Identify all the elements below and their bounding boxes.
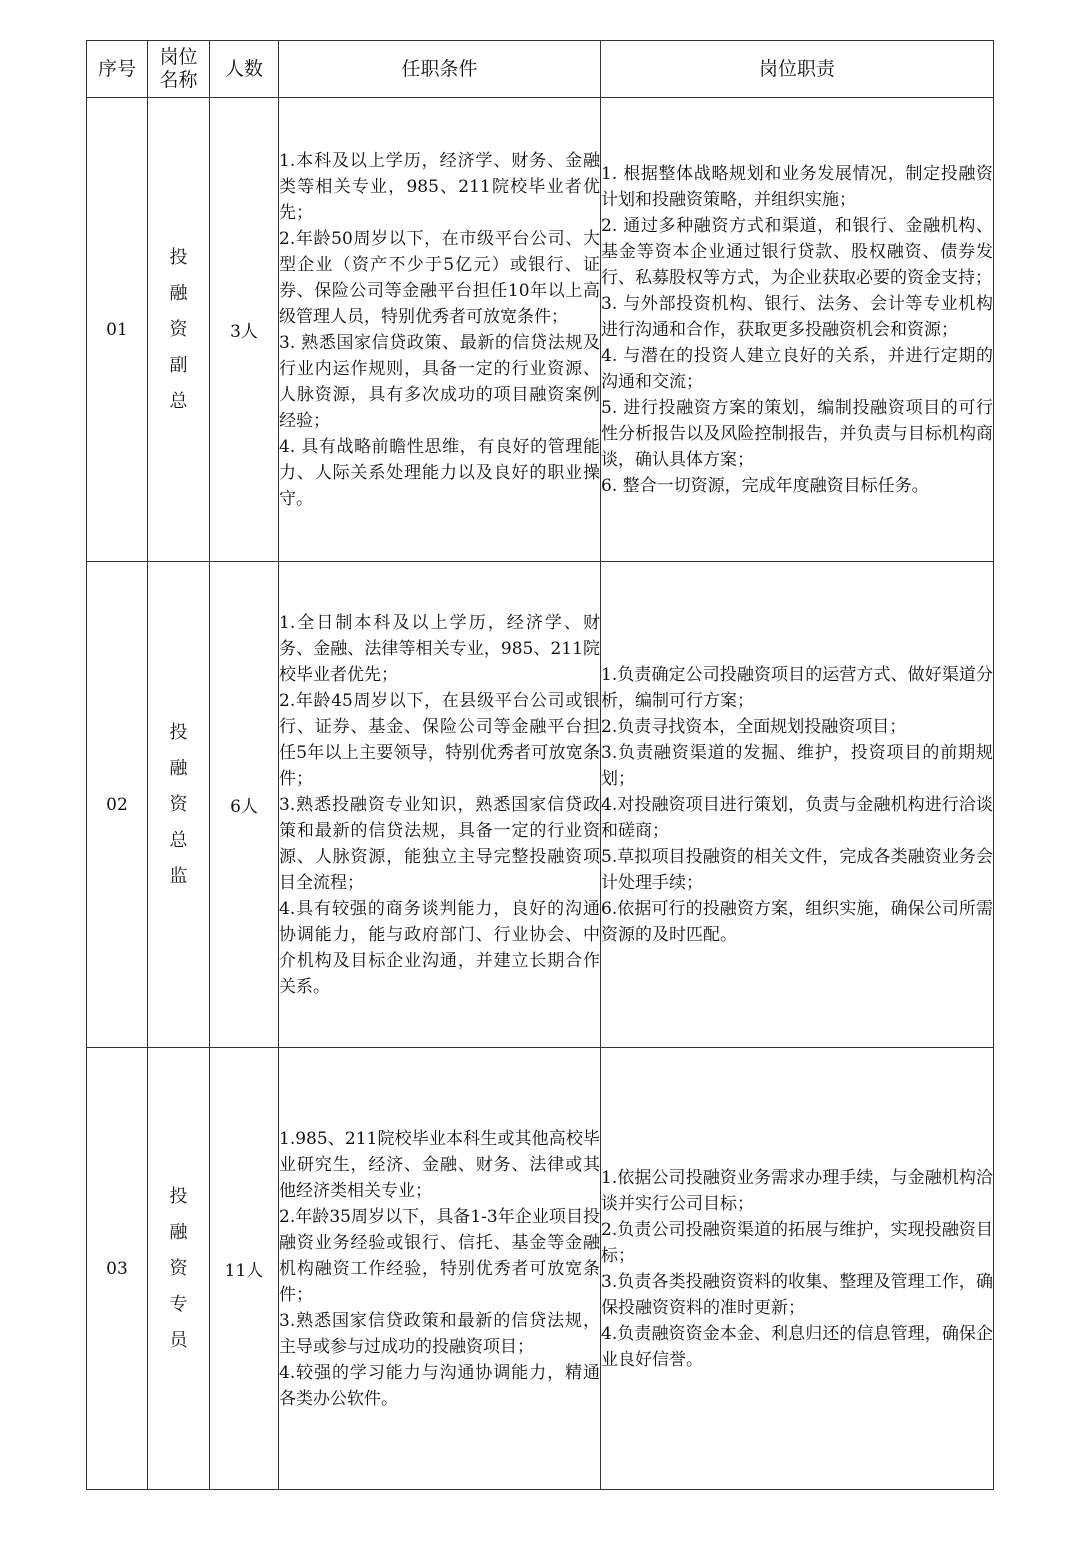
duty-item: 3.负责融资渠道的发掘、维护，投资项目的前期规划； [601,742,993,789]
duty-item: 2. 通过多种融资方式和渠道，和银行、金融机构、基金等资本企业通过银行贷款、股权融资、债券发行、私募股权等方式，为企业获取必要的资金支持； [601,215,993,288]
row-requirements [279,98,601,562]
header-requirements: 任职条件 [279,41,601,98]
duty-item: 4.负责融资资金本金、利息归还的信息管理，确保企业良好信誉。 [601,1323,993,1370]
requirement-item: 4.较强的学习能力与沟通协调能力，精通各类办公软件。 [279,1362,600,1409]
duty-item: 6. 整合一切资源，完成年度融资目标任务。 [601,475,929,496]
requirement-item: 3.熟悉国家信贷政策和最新的信贷法规，主导或参与过成功的投融资项目； [279,1310,600,1357]
duty-item: 3. 与外部投资机构、银行、法务、会计等专业机构进行沟通和合作，获取更多投融资机会和资源； [601,293,993,340]
requirement-item: 1.全日制本科及以上学历，经济学、财务、金融、法律等相关专业，985、211院校毕业者优先； [279,612,600,685]
row-position [148,1048,210,1490]
duty-item: 1.依据公司投融资业务需求办理手续，与金融机构洽谈并实行公司目标； [601,1167,993,1214]
requirement-item: 1.985、211院校毕业本科生或其他高校毕业研究生，经济、金融、财务、法律或其他经济类相关专业； [279,1128,600,1201]
row-count: 11人 [210,1048,279,1490]
duty-item: 2.负责公司投融资渠道的拓展与维护，实现投融资目标； [601,1219,993,1266]
position-label: 投融资副总 [169,246,188,412]
header-row [87,41,994,98]
row-duties [601,98,994,562]
row-position [148,98,210,562]
header-count: 人数 [210,41,279,98]
row-count: 3人 [210,98,279,562]
header-duties: 岗位职责 [601,41,994,98]
duty-item: 4. 与潜在的投资人建立良好的关系，并进行定期的沟通和交流； [601,345,993,392]
requirement-item: 4.具有较强的商务谈判能力，良好的沟通协调能力，能与政府部门、行业协会、中介机构及目标企业沟通，并建立长期合作关系。 [279,898,600,997]
duty-item: 2.负责寻找资本，全面规划投融资项目； [601,716,907,737]
requirement-item: 2.年龄45周岁以下，在县级平台公司或银行、证券、基金、保险公司等金融平台担任5年以上主要领导，特别优秀者可放宽条件； [279,690,600,789]
duty-item: 5. 进行投融资方案的策划，编制投融资项目的可行性分析报告以及风险控制报告，并负责与目标机构商谈，确认具体方案； [601,397,993,470]
requirement-item: 2.年龄50周岁以下，在市级平台公司、大型企业（资产不少于5亿元）或银行、证券、保险公司等金融平台担任10年以上高级管理人员，特别优秀者可放宽条件； [279,228,600,327]
row-seq: 01 [87,98,148,562]
row-duties [601,562,994,1048]
duty-item: 3.负责各类投融资资料的收集、整理及管理工作，确保投融资资料的准时更新； [601,1271,993,1318]
table-row [87,1048,994,1490]
table-row [87,98,994,562]
table-row [87,562,994,1048]
duty-item: 1.负责确定公司投融资项目的运营方式、做好渠道分析，编制可行方案； [601,664,993,711]
header-seq: 序号 [87,41,148,98]
row-seq: 03 [87,1048,148,1490]
row-count: 6人 [210,562,279,1048]
requirement-item: 4. 具有战略前瞻性思维，有良好的管理能力、人际关系处理能力以及良好的职业操守。 [279,436,600,509]
row-position [148,562,210,1048]
duty-item: 4.对投融资项目进行策划，负责与金融机构进行洽谈和磋商； [601,794,993,841]
requirement-item: 3.熟悉投融资专业知识，熟悉国家信贷政策和最新的信贷法规，具备一定的行业资源、人脉资源，能独立主导完整投融资项目全流程； [279,794,600,893]
header-position-label: 岗位名称 [159,46,198,91]
row-requirements [279,562,601,1048]
duty-item: 1. 根据整体战略规划和业务发展情况，制定投融资计划和投融资策略，并组织实施； [601,163,993,210]
duty-item: 5.草拟项目投融资的相关文件，完成各类融资业务会计处理手续； [601,846,993,893]
recruitment-table [86,40,994,1490]
requirement-item: 3. 熟悉国家信贷政策、最新的信贷法规及行业内运作规则，具备一定的行业资源、人脉资源，具有多次成功的项目融资案例经验； [279,332,600,431]
header-position [148,41,210,98]
row-requirements [279,1048,601,1490]
duty-item: 6.依据可行的投融资方案，组织实施，确保公司所需资源的及时匹配。 [601,898,993,945]
requirement-item: 1.本科及以上学历，经济学、财务、金融类等相关专业，985、211院校毕业者优先； [279,150,600,223]
requirement-item: 2.年龄35周岁以下，具备1-3年企业项目投融资业务经验或银行、信托、基金等金融机构融资工作经验，特别优秀者可放宽条件； [279,1206,600,1305]
row-seq: 02 [87,562,148,1048]
position-label: 投融资专员 [169,1185,188,1351]
row-duties [601,1048,994,1490]
position-label: 投融资总监 [169,721,188,887]
